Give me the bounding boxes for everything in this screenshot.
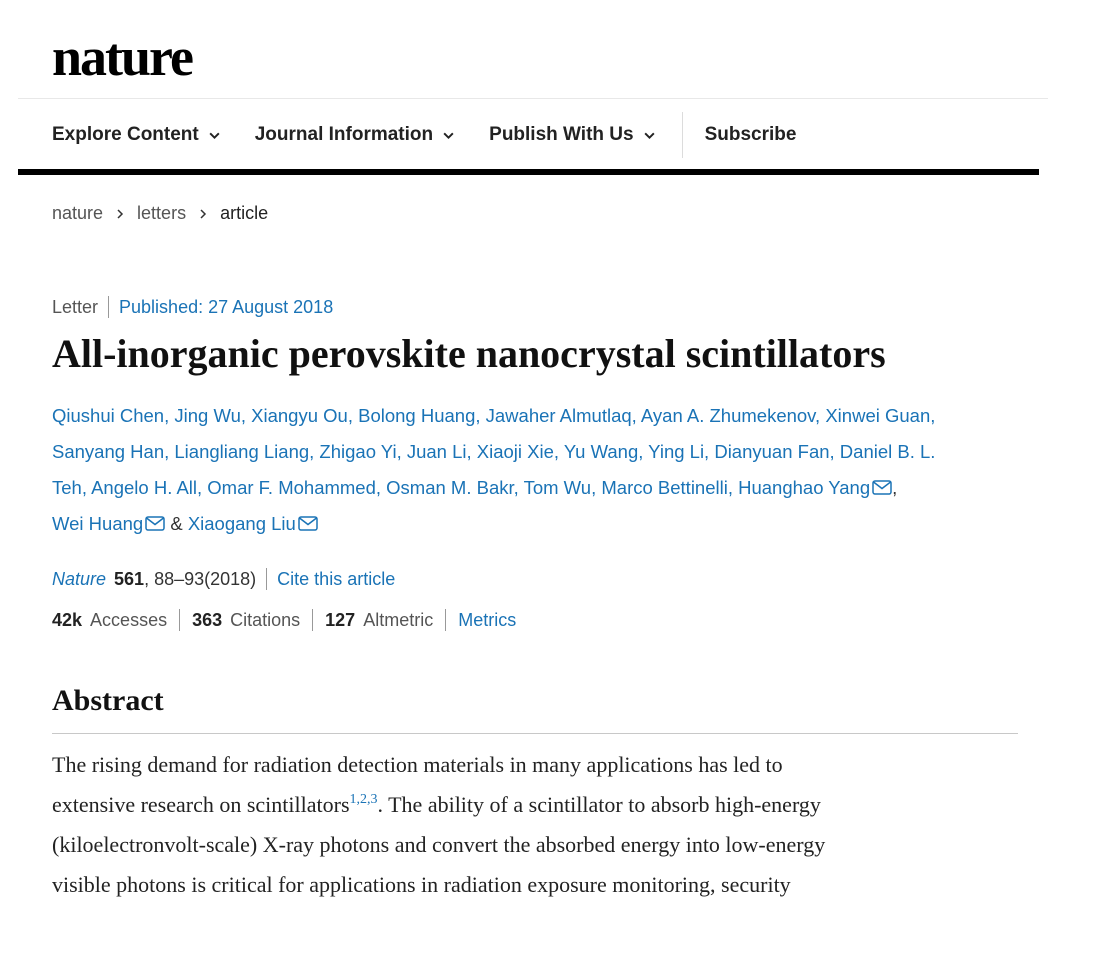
nav-publish-with-us-label: Publish With Us [489, 124, 634, 145]
metrics-separator [179, 609, 180, 631]
chevron-down-icon [208, 129, 221, 142]
article-title: All-inorganic perovskite nanocrystal scintillators [52, 331, 886, 376]
author-ampersand: & [170, 513, 183, 534]
chevron-right-icon [198, 208, 208, 220]
author-comma: , [892, 477, 898, 498]
author-line[interactable]: Qiushui Chen, Jing Wu, Xiangyu Ou, Bolong Huang, Jawaher Almutlaq, Ayan A. Zhumekenov, Xinwei Guan, [52, 405, 936, 426]
breadcrumb-article: article [220, 203, 269, 223]
nav-explore-content[interactable] [52, 124, 221, 146]
accesses-label: Accesses [90, 609, 168, 630]
author-xiaogang-liu[interactable]: Xiaogang Liu [187, 513, 296, 534]
accesses-count: 42k [52, 609, 83, 630]
article-meta [52, 296, 333, 318]
author-line [52, 470, 1042, 506]
main-nav [52, 112, 830, 158]
nav-underline-bar [18, 169, 1039, 175]
author-line [52, 506, 1042, 542]
abstract-text-segment: . The ability of a scintillator to absorb high-energy [377, 792, 821, 817]
chevron-down-icon [442, 129, 455, 142]
metrics-separator [445, 609, 446, 631]
envelope-icon[interactable] [145, 516, 165, 531]
author-group[interactable]: Teh, Angelo H. All, Omar F. Mohammed, Osman M. Bakr, Tom Wu, Marco Bettinelli, Huanghao Yang [52, 477, 871, 498]
nav-divider [682, 112, 683, 158]
breadcrumb [52, 203, 268, 224]
article-type: Letter [52, 296, 99, 317]
author-wei-huang[interactable]: Wei Huang [52, 513, 144, 534]
article-metrics [52, 609, 516, 631]
journal-volume: 561 [114, 568, 145, 589]
nav-publish-with-us[interactable] [489, 124, 655, 146]
abstract-body [52, 745, 1012, 905]
nav-journal-information-label: Journal Information [254, 124, 434, 145]
reference-links[interactable]: 1,2,3 [349, 792, 378, 807]
abstract-line [52, 785, 1012, 825]
breadcrumb-nature[interactable]: nature [52, 203, 104, 223]
citations-count: 363 [192, 609, 223, 630]
citation-line [52, 568, 395, 590]
nature-logo[interactable]: nature [52, 27, 193, 87]
chevron-down-icon [643, 129, 656, 142]
nav-journal-information[interactable] [255, 124, 455, 146]
journal-name[interactable]: Nature [52, 568, 107, 589]
envelope-icon[interactable] [872, 480, 892, 495]
abstract-heading: Abstract [52, 684, 164, 717]
published-date[interactable]: Published: 27 August 2018 [119, 296, 334, 317]
abstract-line: visible photons is critical for applications in radiation exposure monitoring, security [52, 872, 791, 897]
author-line[interactable]: Sanyang Han, Liangliang Liang, Zhigao Yi, Juan Li, Xiaoji Xie, Yu Wang, Ying Li, Dianyuan Fan, Daniel B. L. [52, 441, 936, 462]
abstract-line: (kiloelectronvolt-scale) X-ray photons and convert the absorbed energy into low-energy [52, 832, 826, 857]
cite-this-article-link[interactable]: Cite this article [277, 568, 396, 589]
author-list [52, 398, 1042, 542]
metrics-separator [312, 609, 313, 631]
nav-subscribe[interactable] [705, 124, 797, 146]
nav-explore-content-label: Explore Content [52, 124, 199, 145]
altmetric-label: Altmetric [363, 609, 434, 630]
metrics-link[interactable]: Metrics [458, 609, 517, 630]
abstract-divider [52, 733, 1018, 734]
header-divider [18, 98, 1048, 99]
envelope-icon[interactable] [298, 516, 318, 531]
nav-subscribe-label: Subscribe [704, 124, 797, 145]
chevron-right-icon [115, 208, 125, 220]
abstract-line: The rising demand for radiation detection materials in many applications has led to [52, 752, 783, 777]
citations-label: Citations [230, 609, 301, 630]
abstract-text-segment: extensive research on scintillators [52, 792, 350, 817]
breadcrumb-letters[interactable]: letters [137, 203, 187, 223]
citation-separator [266, 568, 267, 590]
meta-separator [108, 296, 109, 318]
altmetric-count: 127 [325, 609, 356, 630]
journal-pages: , 88–93(2018) [144, 568, 257, 589]
